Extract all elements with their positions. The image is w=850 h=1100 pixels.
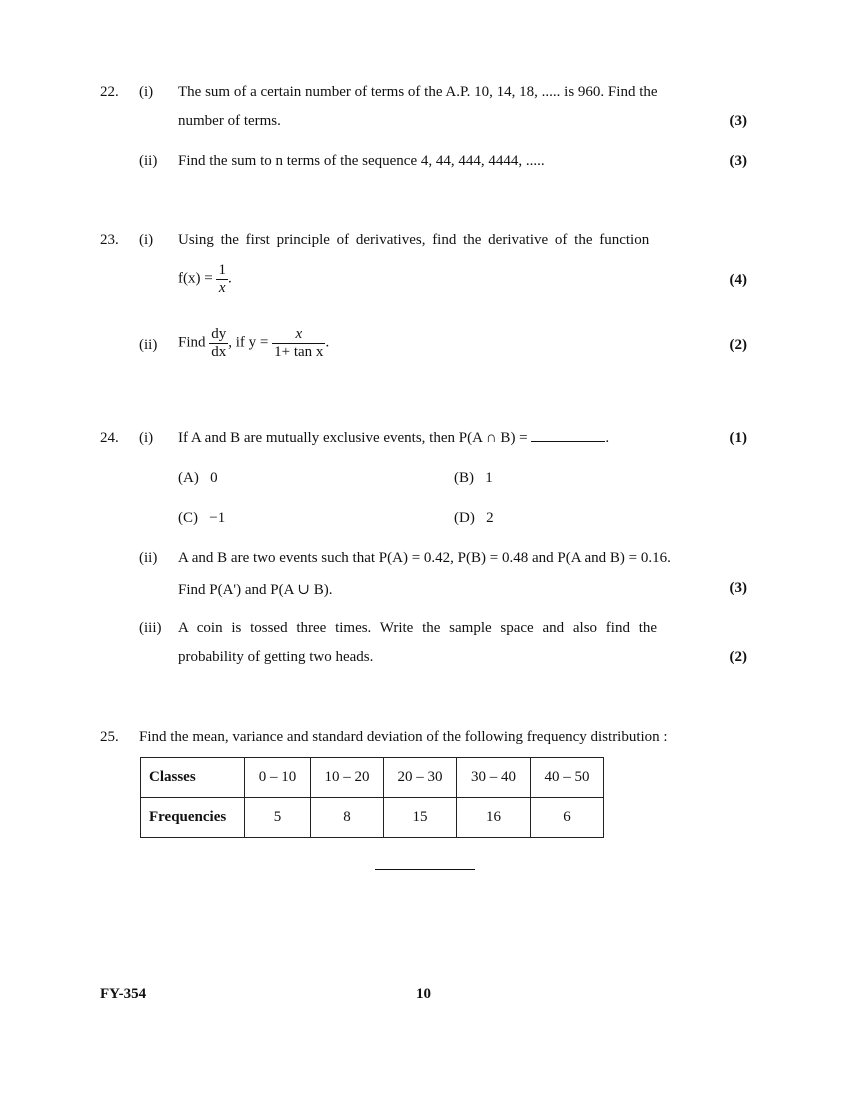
frequency-cell: 16	[457, 798, 531, 838]
q23-ii-fraction	[272, 326, 325, 360]
q22-number: 22.	[100, 84, 119, 100]
q22-i-line1: The sum of a certain number of terms of the A.P. 10, 14, 18, ..... is 960. Find the	[178, 84, 658, 100]
q22-i-marks: (3)	[729, 113, 747, 129]
q23-i-function: f(x) = $\frac{1}{x}$ .	[178, 262, 232, 296]
option-a-label: (A)	[178, 470, 199, 486]
q23-i-marks: (4)	[729, 272, 747, 288]
table-row	[141, 798, 604, 838]
option-a-value: 0	[210, 470, 218, 486]
option-d	[454, 510, 494, 527]
q22-ii-label: (ii)	[139, 153, 158, 169]
frequency-cell: 15	[384, 798, 457, 838]
q23-ii-find: Find	[178, 334, 206, 351]
q24-iii-line2: probability of getting two heads.	[178, 649, 374, 665]
q23-ii-expression: Find $\frac{dy}{dx}$ , if y = $\frac{x}{\text{1+ tan x}}$ .	[178, 326, 330, 360]
row-header-frequencies: Frequencies	[141, 798, 245, 838]
q23-ii-num: x	[272, 326, 325, 344]
q23-number: 23.	[100, 232, 119, 248]
q24-i-text: If A and B are mutually exclusive events, then P(A ∩ B) =	[178, 430, 528, 446]
class-cell: 0 – 10	[245, 758, 311, 798]
q24-i-question: If A and B are mutually exclusive events, then P(A ∩ B) = .	[178, 430, 610, 446]
q24-ii-line1: A and B are two events such that P(A) = 0.42, P(B) = 0.48 and P(A and B) = 0.16.	[178, 550, 671, 566]
option-c-label: (C)	[178, 510, 198, 526]
page-number: 10	[416, 986, 431, 1002]
q22-i-label: (i)	[139, 84, 154, 100]
q23-ii-dx: dx	[211, 343, 227, 360]
q23-ii-dydx	[209, 326, 228, 360]
q24-iii-line1: A coin is tossed three times. Write the sample space and also find the	[178, 620, 658, 636]
option-c	[178, 510, 225, 527]
frequency-cell: 8	[311, 798, 384, 838]
q25-text: Find the mean, variance and standard deviation of the following frequency distribution :	[139, 729, 668, 745]
q22-i-line2: number of terms.	[178, 113, 281, 129]
q23-ii-if: , if y =	[228, 334, 269, 351]
option-d-value: 2	[486, 510, 494, 526]
q24-i-label: (i)	[139, 430, 154, 446]
q24-ii-line2: Find P(A') and P(A ∪ B).	[178, 582, 333, 598]
q23-ii-label: (ii)	[139, 337, 158, 353]
table-row	[141, 758, 604, 798]
q23-i-func-den: x	[218, 279, 226, 296]
class-cell: 10 – 20	[311, 758, 384, 798]
q24-number: 24.	[100, 430, 119, 446]
option-b-value: 1	[485, 470, 493, 486]
frequency-table	[140, 757, 604, 838]
q23-i-line1: Using the first principle of derivatives, find the derivative of the function	[178, 232, 650, 248]
q23-i-label: (i)	[139, 232, 154, 248]
q23-ii-den: 1+ tan x	[274, 343, 324, 360]
q24-i-marks: (1)	[729, 430, 747, 446]
frequency-cell: 6	[531, 798, 604, 838]
option-b	[454, 470, 493, 487]
option-a	[178, 470, 218, 487]
q22-ii-marks: (3)	[729, 153, 747, 169]
q23-i-fraction	[216, 262, 228, 296]
class-cell: 30 – 40	[457, 758, 531, 798]
end-rule	[375, 869, 475, 870]
q22-ii-text: Find the sum to n terms of the sequence 4, 44, 444, 4444, .....	[178, 153, 545, 169]
q23-ii-dy: dy	[211, 326, 227, 342]
q24-ii-marks: (3)	[729, 580, 747, 596]
q24-ii-label: (ii)	[139, 550, 158, 566]
answer-blank	[531, 431, 605, 442]
row-header-classes: Classes	[141, 758, 245, 798]
q24-iii-marks: (2)	[729, 649, 747, 665]
q23-ii-marks: (2)	[729, 337, 747, 353]
frequency-cell: 5	[245, 798, 311, 838]
q24-iii-label: (iii)	[139, 620, 162, 636]
option-c-value: −1	[209, 510, 226, 526]
class-cell: 40 – 50	[531, 758, 604, 798]
q23-i-func-lhs: f(x) =	[178, 270, 213, 287]
q23-i-func-num: 1	[218, 262, 226, 278]
option-d-label: (D)	[454, 510, 475, 526]
option-b-label: (B)	[454, 470, 474, 486]
q25-number: 25.	[100, 729, 119, 745]
footer-code: FY-354	[100, 986, 147, 1002]
class-cell: 20 – 30	[384, 758, 457, 798]
